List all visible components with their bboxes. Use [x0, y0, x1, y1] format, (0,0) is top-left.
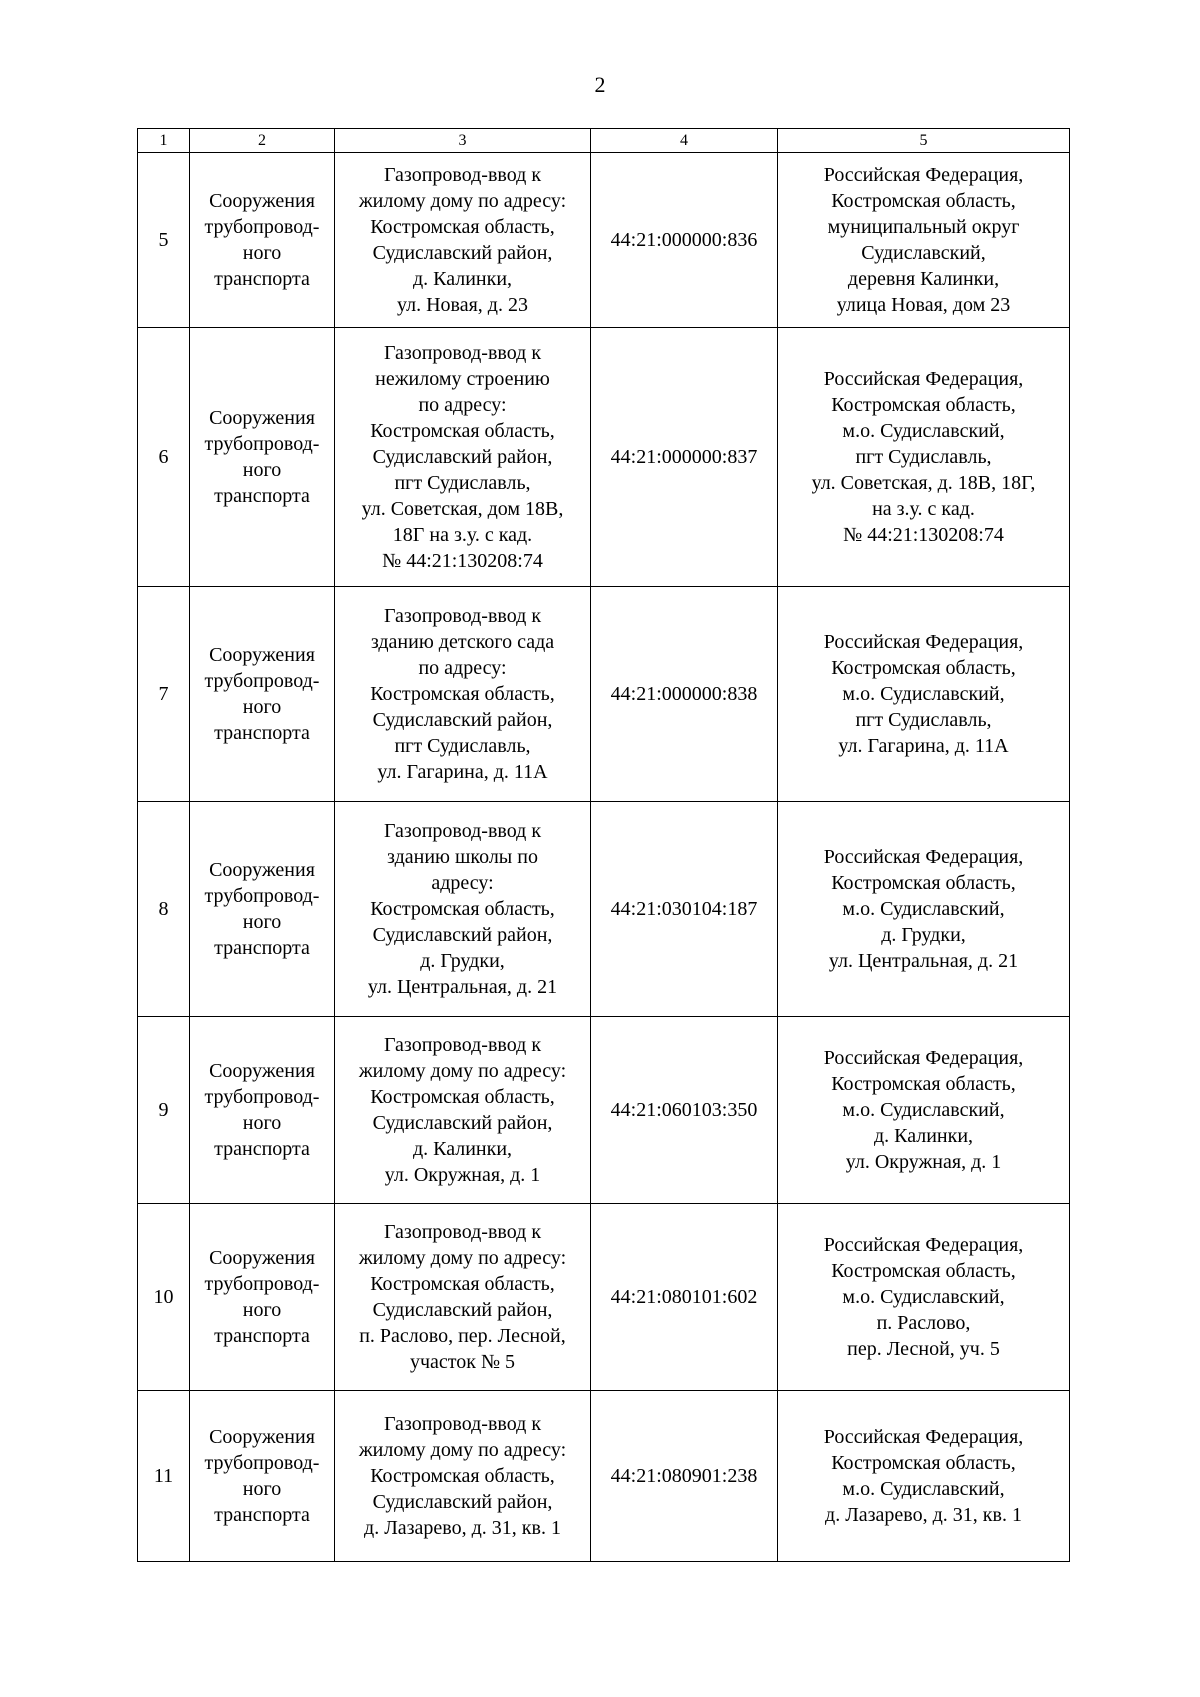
object-address: Российская Федерация, Костромская область, м.о. Судиславский, пгт Судиславль, ул. Советская, д. 18В, 18Г, на з.у. с кад. № 44:21:130208:74 [778, 328, 1070, 587]
row-number: 9 [138, 1017, 190, 1204]
object-name: Газопровод-ввод к зданию детского сада по адресу: Костромская область, Судиславский район, пгт Судиславль, ул. Гагарина, д. 11А [335, 587, 591, 802]
object-address: Российская Федерация, Костромская область, м.о. Судиславский, пгт Судиславль, ул. Гагарина, д. 11А [778, 587, 1070, 802]
object-type: Сооружения трубопровод- ного транспорта [190, 587, 335, 802]
object-type: Сооружения трубопровод- ного транспорта [190, 802, 335, 1017]
object-type: Сооружения трубопровод- ного транспорта [190, 1204, 335, 1391]
object-type: Сооружения трубопровод- ного транспорта [190, 153, 335, 328]
row-number: 7 [138, 587, 190, 802]
table-row [138, 1017, 1070, 1204]
object-address: Российская Федерация, Костромская область, м.о. Судиславский, д. Лазарево, д. 31, кв. 1 [778, 1391, 1070, 1562]
cadastral-number: 44:21:060103:350 [591, 1017, 778, 1204]
row-number: 10 [138, 1204, 190, 1391]
object-name: Газопровод-ввод к жилому дому по адресу: Костромская область, Судиславский район, д. Лазарево, д. 31, кв. 1 [335, 1391, 591, 1562]
column-number-3: 3 [335, 129, 591, 153]
cadastral-number: 44:21:080901:238 [591, 1391, 778, 1562]
object-name: Газопровод-ввод к нежилому строению по адресу: Костромская область, Судиславский район, пгт Судиславль, ул. Советская, дом 18В, 18Г на з.у. с кад. № 44:21:130208:74 [335, 328, 591, 587]
cadastral-number: 44:21:000000:838 [591, 587, 778, 802]
object-address: Российская Федерация, Костромская область, м.о. Судиславский, п. Раслово, пер. Лесной, уч. 5 [778, 1204, 1070, 1391]
property-registry-table [137, 128, 1070, 1562]
object-address: Российская Федерация, Костромская область, м.о. Судиславский, д. Грудки, ул. Центральная, д. 21 [778, 802, 1070, 1017]
column-number-2: 2 [190, 129, 335, 153]
object-type: Сооружения трубопровод- ного транспорта [190, 328, 335, 587]
object-name: Газопровод-ввод к жилому дому по адресу: Костромская область, Судиславский район, д. Калинки, ул. Новая, д. 23 [335, 153, 591, 328]
object-name: Газопровод-ввод к жилому дому по адресу: Костромская область, Судиславский район, п. Раслово, пер. Лесной, участок № 5 [335, 1204, 591, 1391]
page-number: 2 [594, 72, 606, 97]
object-type: Сооружения трубопровод- ного транспорта [190, 1017, 335, 1204]
row-number: 11 [138, 1391, 190, 1562]
table-row [138, 153, 1070, 328]
column-number-1: 1 [138, 129, 190, 153]
object-address: Российская Федерация, Костромская область, муниципальный округ Судиславский, деревня Калинки, улица Новая, дом 23 [778, 153, 1070, 328]
table-row [138, 1391, 1070, 1562]
row-number: 6 [138, 328, 190, 587]
column-number-5: 5 [778, 129, 1070, 153]
table-row [138, 587, 1070, 802]
object-address: Российская Федерация, Костромская область, м.о. Судиславский, д. Калинки, ул. Окружная, д. 1 [778, 1017, 1070, 1204]
cadastral-number: 44:21:080101:602 [591, 1204, 778, 1391]
column-number-4: 4 [591, 129, 778, 153]
row-number: 8 [138, 802, 190, 1017]
column-number-row [138, 129, 1070, 153]
cadastral-number: 44:21:000000:836 [591, 153, 778, 328]
cadastral-number: 44:21:000000:837 [591, 328, 778, 587]
object-name: Газопровод-ввод к зданию школы по адресу: Костромская область, Судиславский район, д. Грудки, ул. Центральная, д. 21 [335, 802, 591, 1017]
object-name: Газопровод-ввод к жилому дому по адресу: Костромская область, Судиславский район, д. Калинки, ул. Окружная, д. 1 [335, 1017, 591, 1204]
object-type: Сооружения трубопровод- ного транспорта [190, 1391, 335, 1562]
cadastral-number: 44:21:030104:187 [591, 802, 778, 1017]
table-row [138, 328, 1070, 587]
row-number: 5 [138, 153, 190, 328]
table-row [138, 802, 1070, 1017]
table-row [138, 1204, 1070, 1391]
